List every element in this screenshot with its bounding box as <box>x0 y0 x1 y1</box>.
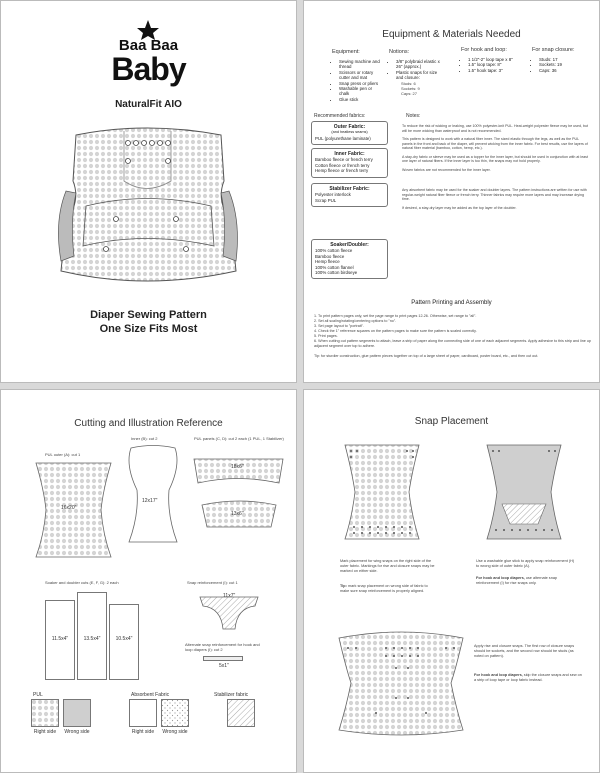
step: 6. When cutting out pattern segments to attach, leave a strip of paper along the connecting side of one of each adjacent segments. Apply adhesive to this strip and line up adjacent segment over top to adhere. <box>314 339 591 348</box>
pul-outer-label: PUL outer (A): cut 1 <box>45 452 81 457</box>
list-item: • Caps: 36 <box>539 68 592 73</box>
swatch-stabilizer <box>227 699 255 727</box>
step: 3. Set page layout to "portrait". <box>314 324 364 328</box>
swatch-absorbent-wrong <box>161 699 189 727</box>
diaper-diagram-3 <box>336 628 466 738</box>
printing-title: Pattern Printing and Assembly <box>411 300 492 306</box>
inner-piece <box>119 445 187 545</box>
logo-line2: Baby <box>111 51 186 87</box>
note: This pattern is designed to work with a natural fiber inner. The sized elastic through the legs, as well as the PUL panels in the front and back of the diaper, will prevent wicking from the inner fabric. For best results, use the layers of natural fiber material (bamboo, cotton, hemp, etc.). <box>402 137 588 150</box>
hookloop-text: skip the closure snaps and sew on a strip of loop tape or loop fabric instead. <box>474 673 582 682</box>
notes-header: Notes: <box>406 113 421 119</box>
notions-sub: Caps: 27 <box>401 90 418 96</box>
pul-outer-size: 16x20" <box>61 505 77 511</box>
inner-item: Bamboo fleece or french terry <box>315 157 373 162</box>
equipment-page <box>303 0 600 383</box>
list-item: • Studs: 17 <box>539 57 592 62</box>
inner-fabric-box <box>311 148 388 178</box>
hookloop-list <box>461 57 523 73</box>
list-item: • Washable pen or chalk <box>339 86 382 97</box>
step: 2. Set all scaling/rotating/centering options to "no". <box>314 319 397 323</box>
notions-sub: Studs: 6 <box>401 80 416 86</box>
tip-text: mark snap placement on wrong side of fabric to make sure snap reinforcement is properly aligned. <box>340 584 428 593</box>
notes-column <box>402 124 590 210</box>
note: Woven fabrics are not recommended for the inner layer. <box>402 167 491 172</box>
logo-line1: Baa Baa <box>118 37 179 54</box>
outer-item: PUL (polyurethane laminate) <box>315 135 371 141</box>
note: Any absorbent fabric may be used for the soaker and doubler layers. The pattern instructions are written for use with regular-weight natural fiber fleece or french terry. Thinner fabrics may require more layers and may increase drying time. <box>402 188 587 201</box>
note: To reduce the risk of wicking or leaking, use 100% polyester-knit PUL. Heat-weight polyester fleece may be used, but will be more wicking than waterproof and is not recommended. <box>402 124 588 133</box>
notions-list <box>389 59 444 81</box>
list-item: • Glue stick <box>339 97 382 102</box>
soaker-e-size: 11.5x4" <box>51 636 69 642</box>
soaker-box <box>311 239 388 279</box>
soaker-label: Soaker and doubler cuts (E, F, G): 2 each <box>45 580 119 585</box>
panel-c-size: 18x6" <box>231 464 244 470</box>
cover-page <box>0 0 297 383</box>
pul-panels-label: PUL panels (C, D): cut 2 each (1 PUL, 1 Stabilizer) <box>194 436 284 441</box>
inner-item: Cotton fleece or french terry <box>315 162 370 168</box>
caption-mark-snaps: Mark placement for wing snaps on the right side of the outer fabric. Markings for rise and closure snaps may be marked on either side. <box>340 559 435 573</box>
caption-tip <box>340 584 435 594</box>
diaper-diagram-1 <box>342 442 422 542</box>
legend-stabilizer: Stabilizer fabric <box>214 692 249 698</box>
stab-title: Stabilizer Fabric: <box>329 186 370 192</box>
tip-label: Tip: <box>340 584 347 588</box>
swatch-pul-wrong <box>63 699 91 727</box>
soaker-f-size: 13.5x4" <box>83 636 101 642</box>
inner-item: Hemp fleece or french terry <box>315 168 369 173</box>
title-line1: Diaper Sewing Pattern <box>90 309 207 321</box>
list-item: • Sewing machine and thread <box>339 59 382 70</box>
snap-page <box>303 389 600 773</box>
wrong-side-label: Wrong side <box>162 729 188 735</box>
page-title: Equipment & Materials Needed <box>382 29 521 40</box>
snap-reinf-label: Snap reinforcement (I): cut 1 <box>187 580 238 585</box>
list-item: • 1.5" hook tape: 3" <box>468 68 523 73</box>
right-side-label: Right side <box>131 729 155 735</box>
diaper-illustration <box>46 121 251 289</box>
soak-item: 100% cotton fleece <box>315 248 353 253</box>
caption-glue: Use a washable glue stick to apply snap reinforcement (H) to wrong side of outer fabric (A). <box>476 559 575 568</box>
hookloop-label: For hook and loop diapers, <box>474 673 523 677</box>
note: A stay-dry fabric or sleeve may be used as a topper for the inner layer, but should be used in conjunction with at least one layer of natural fibers. If the inner layer is too thin, the snaps may not hold properly. <box>402 154 588 163</box>
stabilizer-box <box>311 183 388 207</box>
panel-d-size: 13x6" <box>231 511 244 517</box>
alt-snap-size: 5x1" <box>219 663 229 669</box>
soaker-g-piece <box>109 604 139 680</box>
list-item: • 1 1/2"-2" loop tape x 8" <box>468 57 523 62</box>
outer-sub: (and heatless seams) <box>331 130 368 134</box>
snap-header: For snap closure: <box>532 47 575 53</box>
printing-steps <box>314 314 592 359</box>
stab-item: Polyester interlock <box>315 192 351 197</box>
inner-size: 12x17" <box>142 498 158 504</box>
swatch-pul-right <box>31 699 59 727</box>
soaker-g-size: 10.5x4" <box>115 636 133 642</box>
snap-reinf-size: 11x7" <box>223 593 236 599</box>
soak-title: Soaker/Doubler: <box>330 242 369 248</box>
list-item: • 3/8" polybraid elastic x 26" (approx.) <box>396 59 444 70</box>
legend-absorbent: Absorbent Fabric <box>131 692 170 698</box>
step: 4. Check the 1" reference squares on the pattern pages to make sure the pattern is scaled correctly. <box>314 329 477 333</box>
wrong-side-label: Wrong side <box>64 729 90 735</box>
stab-item: Scrap PUL <box>315 197 337 203</box>
alt-snap-piece <box>203 656 243 661</box>
hookloop-label: For hook and loop diapers, <box>476 576 525 580</box>
list-item: • Plastic snaps for size and closure: <box>396 70 444 81</box>
soak-item: Bamboo fleece <box>315 253 345 259</box>
cutting-page <box>0 389 297 773</box>
inner-label: Inner (B): cut 2 <box>131 436 158 441</box>
hookloop-header: For hook and loop: <box>461 47 507 53</box>
soak-item: 100% cotton birdseye <box>315 270 358 275</box>
caption-hookloop-1 <box>476 576 576 586</box>
diaper-diagram-2 <box>484 442 564 542</box>
hookloop-text: use alternate snap reinforcement (I) for rise snaps only. <box>476 576 558 585</box>
list-item: • Sockets: 19 <box>539 62 592 67</box>
equipment-header: Equipment: <box>332 49 360 55</box>
swatch-absorbent-right <box>129 699 157 727</box>
list-item: • 1.5" loop tape: 8" <box>468 62 523 67</box>
title-line2: One Size Fits Most <box>99 323 198 335</box>
inner-title: Inner Fabric: <box>334 151 365 157</box>
note: If desired, a stay-dry layer may be added as the top layer of the doubler. <box>402 205 517 210</box>
outer-fabric-box <box>311 121 388 145</box>
right-side-label: Right side <box>33 729 57 735</box>
list-item: • Scissors or rotary cutter and mat <box>339 70 382 81</box>
page-title: Cutting and Illustration Reference <box>74 418 223 429</box>
caption-apply-snaps: Apply rise and closure snaps. The first row of closure snaps should be sockets, and the second row should be studs (as noted on pattern). <box>474 644 575 658</box>
legend-pul: PUL <box>33 692 43 698</box>
fabrics-header: Recommended fabrics: <box>314 113 366 119</box>
soak-item: 100% cotton flannel <box>315 264 354 270</box>
notions-header: Notions: <box>389 49 410 55</box>
equipment-list <box>332 59 382 102</box>
notions-sub: Sockets: 9 <box>401 85 420 91</box>
alt-snap-label: Alternate snap reinforcement for hook and loop diapers (I): cut 2 <box>185 642 260 652</box>
panel-c-piece <box>191 456 286 486</box>
list-item: • Snap press or pliers <box>339 81 382 86</box>
product-name: NaturalFit AIO <box>115 99 182 110</box>
snap-reinf-piece <box>197 594 261 632</box>
printing-tip: Tip: for sturdier construction, glue pattern pieces together on top of a large sheet of paper, cardboard, poster board, etc., and then cut out. <box>314 354 539 358</box>
outer-title: Outer Fabric: <box>333 124 366 130</box>
snap-list <box>532 57 592 73</box>
step: 5. Print pages. <box>314 334 338 338</box>
caption-hookloop-2 <box>474 673 584 683</box>
step: 1. To print pattern pages only, set the page range to print pages 12-26. Otherwise, set range to "all". <box>314 314 477 318</box>
soak-item: Hemp fleece <box>315 259 340 264</box>
page-title: Snap Placement <box>414 416 489 427</box>
